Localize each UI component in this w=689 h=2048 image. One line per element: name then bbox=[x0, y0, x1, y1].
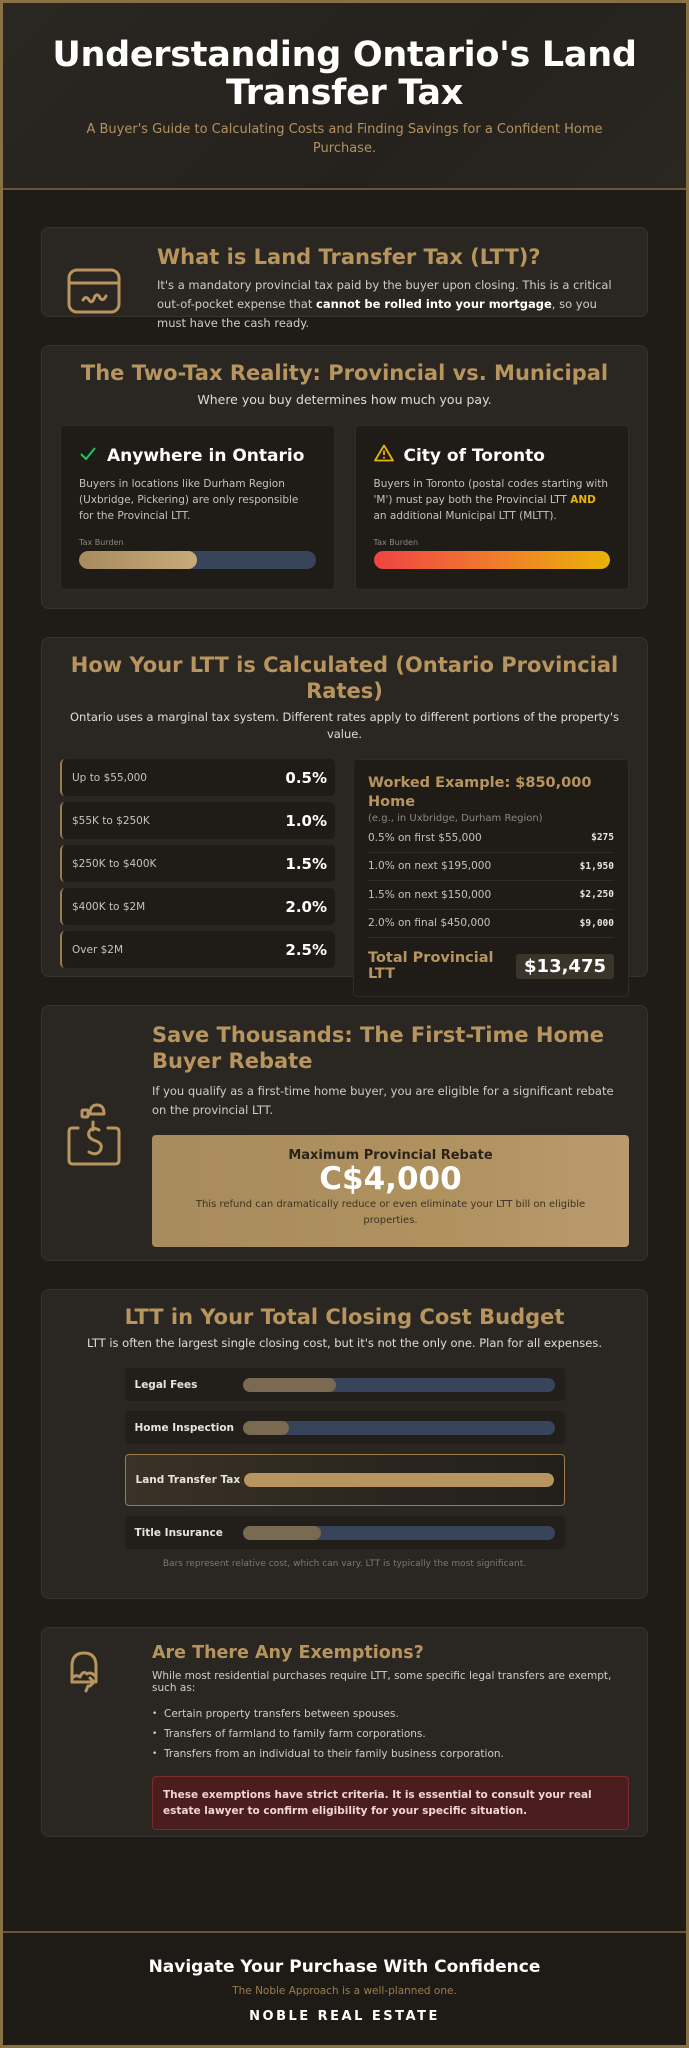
warning-callout: These exemptions have strict criteria. It is essential to consult your real estate lawyer to confirm eligibility for your specific situation. bbox=[152, 1776, 629, 1830]
desc-emphasis: AND bbox=[570, 494, 596, 506]
shield-exemption-icon bbox=[66, 1650, 102, 1696]
example-row bbox=[368, 910, 614, 939]
chart-footnote: Bars represent relative cost, which can vary. LTT is typically the most significant. bbox=[162, 1559, 527, 1569]
section-body: If you qualify as a first-time home buyer, you are eligible for a significant rebate on the provincial LTT. bbox=[152, 1084, 614, 1117]
total-label: Total Provincial LTT bbox=[368, 950, 494, 982]
footer bbox=[3, 1931, 686, 2045]
brand-name: NOBLE REAL ESTATE bbox=[249, 2009, 440, 2024]
exemptions-card bbox=[41, 1627, 648, 1837]
example-total bbox=[368, 950, 614, 982]
example-row-amount: $275 bbox=[591, 832, 614, 844]
rate-row bbox=[60, 888, 335, 925]
calculation-card bbox=[41, 637, 648, 982]
rebate-label: Maximum Provincial Rebate bbox=[288, 1148, 493, 1163]
page-subtitle: A Buyer's Guide to Calculating Costs and Finding Savings for a Confident Home Purchase. bbox=[86, 122, 603, 156]
cost-row bbox=[125, 1411, 565, 1444]
section-subtitle: Ontario uses a marginal tax system. Different rates apply to different portions of the property's value. bbox=[69, 710, 620, 741]
cost-bar-fill bbox=[243, 1526, 321, 1540]
total-value: $13,475 bbox=[516, 954, 614, 979]
tax-burden-fill bbox=[79, 551, 197, 569]
tax-burden-label: Tax Burden bbox=[373, 538, 419, 547]
cost-bar bbox=[243, 1378, 555, 1392]
body-emphasis: cannot be rolled into your mortgage bbox=[316, 297, 552, 311]
footer-title: Navigate Your Purchase With Confidence bbox=[148, 1957, 541, 1977]
section-intro: While most residential purchases require LTT, some specific legal transfers are exempt, such as: bbox=[152, 1670, 612, 1694]
example-row-label: 0.5% on first $55,000 bbox=[368, 831, 482, 844]
rate-percent: 2.0% bbox=[285, 897, 327, 916]
rate-range: $400K to $2M bbox=[72, 900, 146, 913]
exemption-item: • Certain property transfers between spouses. bbox=[152, 1704, 629, 1724]
cost-bar bbox=[243, 1421, 555, 1435]
section-title: How Your LTT is Calculated (Ontario Provincial Rates) bbox=[70, 653, 619, 703]
desc-text: an additional Municipal LTT (MLTT). bbox=[373, 510, 557, 522]
section-subtitle: Where you buy determines how much you pay. bbox=[197, 392, 492, 407]
example-row-amount: $1,950 bbox=[579, 860, 614, 872]
tax-burden-label: Tax Burden bbox=[79, 538, 124, 547]
section-title: What is Land Transfer Tax (LTT)? bbox=[157, 245, 541, 269]
rate-percent: 0.5% bbox=[285, 768, 327, 787]
cost-bar-chart bbox=[125, 1368, 565, 1549]
money-bag-icon bbox=[66, 1100, 122, 1170]
tax-burden-bar bbox=[374, 551, 611, 569]
wallet-card-icon bbox=[66, 266, 122, 316]
example-row-label: 1.5% on next $150,000 bbox=[368, 888, 492, 901]
tax-burden-fill bbox=[374, 551, 611, 569]
cost-label: Title Insurance bbox=[134, 1526, 223, 1539]
example-row bbox=[368, 853, 614, 882]
region-columns bbox=[60, 425, 629, 590]
closing-cost-card bbox=[41, 1289, 648, 1599]
cost-bar bbox=[243, 1526, 555, 1540]
cost-row bbox=[125, 1516, 565, 1549]
region-name: City of Toronto bbox=[403, 445, 545, 466]
region-toronto bbox=[355, 425, 630, 590]
region-heading bbox=[374, 444, 611, 467]
rate-row bbox=[60, 931, 335, 968]
rate-list bbox=[60, 759, 335, 997]
hero-header bbox=[3, 3, 686, 190]
section-title: The Two-Tax Reality: Provincial vs. Municipal bbox=[80, 361, 609, 385]
section-title: Are There Any Exemptions? bbox=[152, 1643, 424, 1663]
cost-label: Land Transfer Tax bbox=[135, 1474, 241, 1486]
region-heading bbox=[79, 444, 316, 467]
cost-label: Legal Fees bbox=[134, 1378, 198, 1391]
cost-bar-fill bbox=[243, 1378, 337, 1392]
rebate-card bbox=[41, 1005, 648, 1261]
cost-row bbox=[125, 1368, 565, 1401]
cost-bar-fill bbox=[243, 1421, 290, 1435]
rate-row bbox=[60, 802, 335, 839]
region-name: Anywhere in Ontario bbox=[107, 445, 305, 466]
rate-range: Over $2M bbox=[72, 943, 124, 956]
example-title: Worked Example: $850,000 Home bbox=[368, 775, 592, 810]
example-row bbox=[368, 824, 614, 853]
section-subtitle: LTT is often the largest single closing cost, but it's not the only one. Plan for all expenses. bbox=[87, 1336, 602, 1350]
footer-tagline: The Noble Approach is a well-planned one. bbox=[232, 1985, 457, 1997]
example-row bbox=[368, 881, 614, 910]
exemption-list bbox=[152, 1704, 629, 1764]
example-row-label: 2.0% on final $450,000 bbox=[368, 917, 491, 930]
cost-bar-fill bbox=[244, 1473, 554, 1487]
desc-text: Buyers in Toronto (postal codes starting with 'M') must pay both the Provincial LTT bbox=[373, 478, 609, 506]
two-tax-card bbox=[41, 345, 648, 609]
rate-range: $55K to $250K bbox=[72, 814, 150, 827]
body-text: It's a mandatory provincial tax paid by the buyer upon closing. This is a critical out-of-pocket expense that bbox=[157, 278, 612, 311]
region-description bbox=[374, 476, 611, 524]
exemption-item: • Transfers from an individual to their family business corporation. bbox=[152, 1744, 629, 1764]
cost-bar bbox=[244, 1473, 554, 1487]
rate-percent: 1.5% bbox=[285, 854, 327, 873]
section-title: LTT in Your Total Closing Cost Budget bbox=[124, 1305, 565, 1329]
rate-percent: 1.0% bbox=[285, 811, 327, 830]
example-row-amount: $2,250 bbox=[579, 889, 614, 901]
example-note: (e.g., in Uxbridge, Durham Region) bbox=[368, 813, 543, 824]
rate-range: Up to $55,000 bbox=[72, 771, 147, 784]
section-title: Save Thousands: The First-Time Home Buyer Rebate bbox=[152, 1023, 605, 1073]
rate-percent: 2.5% bbox=[285, 940, 327, 959]
example-row-amount: $9,000 bbox=[579, 917, 614, 929]
calc-columns bbox=[60, 759, 629, 997]
example-row-label: 1.0% on next $195,000 bbox=[368, 860, 492, 873]
cost-row-highlighted bbox=[125, 1454, 565, 1506]
section-body bbox=[157, 276, 627, 333]
checkmark-icon bbox=[79, 444, 97, 467]
main-content bbox=[3, 227, 686, 1837]
body-text: , so you must have the cash ready. bbox=[157, 297, 597, 330]
rebate-highlight bbox=[152, 1135, 629, 1247]
worked-example bbox=[353, 759, 629, 997]
page-title: Understanding Ontario's Land Transfer Tax bbox=[52, 35, 637, 113]
warning-triangle-icon bbox=[374, 444, 394, 467]
rebate-note: This refund can dramatically reduce or even eliminate your LTT bill on eligible properties. bbox=[195, 1199, 586, 1226]
region-ontario bbox=[60, 425, 335, 590]
rate-range: $250K to $400K bbox=[72, 857, 157, 870]
exemption-item: • Transfers of farmland to family farm corporations. bbox=[152, 1724, 629, 1744]
rate-row bbox=[60, 845, 335, 882]
region-description: Buyers in locations like Durham Region (Uxbridge, Pickering) are only responsible for the Provincial LTT. bbox=[79, 478, 299, 522]
rate-row bbox=[60, 759, 335, 796]
rebate-amount: C$4,000 bbox=[319, 1161, 462, 1197]
what-is-ltt-card bbox=[41, 227, 648, 330]
tax-burden-bar bbox=[79, 551, 316, 569]
cost-label: Home Inspection bbox=[134, 1421, 235, 1434]
